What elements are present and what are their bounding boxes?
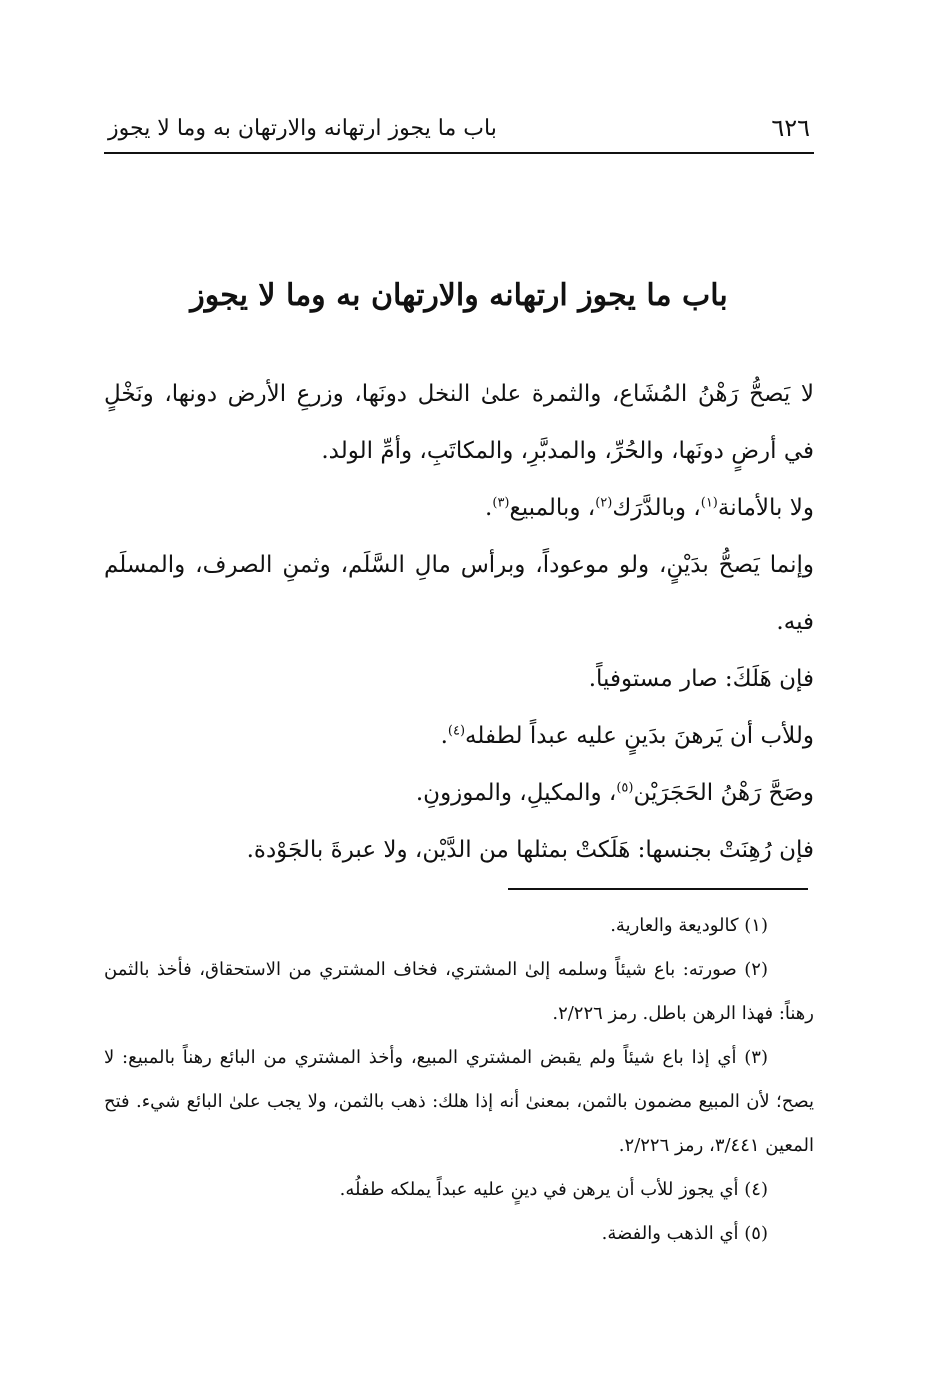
footnote-ref-1[interactable]: (١) xyxy=(700,495,718,511)
footnote-3: (٣) أي إذا باع شيئاً ولم يقبض المشتري المبيع، وأخذ المشتري من البائع رهناً بالمبيع: لا يصح؛ لأن المبيع مضمون بالثمن، بمعنىٰ أنه إذا هلك: ذهب بالثمن، ولا يجب علىٰ البائع شيء. فتح المعين ٣/٤٤١، رمز ٢/٢٢٦. xyxy=(104,1047,814,1156)
footnote-ref-5[interactable]: (٥) xyxy=(616,780,634,796)
paragraph-6-part-2: ، والمكيلِ، والموزونِ. xyxy=(415,780,617,806)
paragraph-5 xyxy=(104,708,814,765)
footnotes xyxy=(104,904,814,1256)
footnote-ref-2[interactable]: (٢) xyxy=(595,495,613,511)
paragraph-2 xyxy=(104,480,814,537)
paragraph-2-part-2: ، وبالدَّرَك xyxy=(612,495,701,521)
footnote-5: (٥) أي الذهب والفضة. xyxy=(601,1223,768,1244)
paragraph-2-part-1: ولا بالأمانة xyxy=(717,495,814,521)
chapter-title: باب ما يجوز ارتهانه والارتهان به وما لا يجوز xyxy=(190,278,728,313)
paragraph-1: لا يَصحُّ رَهْنُ المُشَاع، والثمرة علىٰ النخل دونَها، وزرعِ الأرض دونها، ونَخْلٍ في أرضٍ دونَها، والحُرِّ، والمدبَّرِ، والمكاتَبِ، وأمِّ الولد. xyxy=(104,381,814,464)
paragraph-6-part-1: وصَحَّ رَهْنُ الحَجَرَيْن xyxy=(633,780,814,806)
footnote-separator xyxy=(508,888,808,890)
running-title: باب ما يجوز ارتهانه والارتهان به وما لا يجوز xyxy=(108,116,497,141)
paragraph-2-part-3: ، وبالمبيع xyxy=(509,495,596,521)
paragraph-2-part-4: . xyxy=(485,495,493,521)
running-header xyxy=(104,108,814,154)
main-text xyxy=(104,366,814,879)
paragraph-5-part-2: . xyxy=(440,723,448,749)
page-number: ٦٢٦ xyxy=(771,114,810,142)
paragraph-5-part-1: وللأب أن يَرهنَ بدَينٍ عليه عبداً لطفله xyxy=(465,723,814,749)
footnote-ref-4[interactable]: (٤) xyxy=(447,723,466,739)
footnote-ref-3[interactable]: (٣) xyxy=(492,495,510,511)
paragraph-7: فإن رُهِنَتْ بجنسها: هَلَكتْ بمثلها من الدَّيْن، ولا عبرةَ بالجَوْدة. xyxy=(246,837,814,863)
paragraph-6 xyxy=(104,765,814,822)
paragraph-3: وإنما يَصحُّ بدَيْنٍ، ولو موعوداً، وبرأس مالِ السَّلَم، وثمنِ الصرف، والمسلَم فيه. xyxy=(104,552,814,635)
footnote-1: (١) كالوديعة والعارية. xyxy=(610,915,768,936)
paragraph-4: فإن هَلَكَ: صار مستوفياً. xyxy=(588,666,814,692)
footnote-4: (٤) أي يجوز للأب أن يرهن في دينٍ عليه عبداً يملكه طفلُه. xyxy=(339,1179,768,1200)
footnote-2: (٢) صورته: باع شيئاً وسلمه إلىٰ المشتري، فخاف المشتري من الاستحقاق، فأخذ بالثمن رهناً: فهذا الرهن باطل. رمز ٢/٢٢٦. xyxy=(104,959,814,1024)
